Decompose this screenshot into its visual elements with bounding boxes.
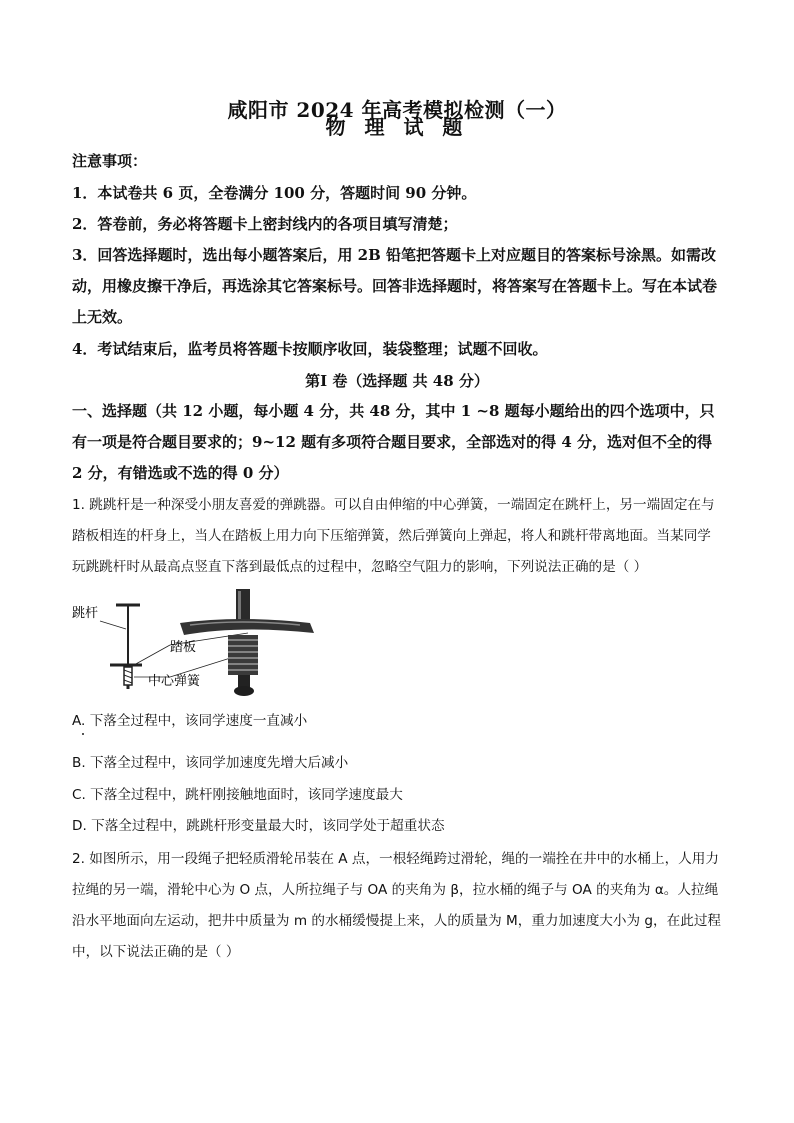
stray-mark — [82, 733, 84, 735]
question-1-stem: 1. 跳跳杆是一种深受小朋友喜爱的弹跳器。可以自由伸缩的中心弹簧，一端固定在跳杆上，另一端固定在与踏板相连的杆身上，当人在踏板上用力向下压缩弹簧，然后弹簧向上弹起，将人和跳杆带离地面。当某同学玩跳跳杆时从最高点竖直下落到最低点的过程中，忽略空气阻力的影响，下列说法正确的是（ ） — [72, 497, 715, 575]
section-title: 第Ⅰ 卷（选择题 共 48 分） — [305, 372, 489, 390]
part-heading: 一、选择题（共 12 小题，每小题 4 分，共 48 分，其中 1 ~8 题每小题给出的四个选项中，只有一项是符合题目要求的；9~12 题有多项符合题目要求，全部选对的得 4 分，选对但不全的得 2 分，有错选或不选的得 0 分） — [72, 402, 715, 482]
figure-label-pole: 跳杆 — [72, 606, 99, 621]
question-2-stem: 2. 如图所示，用一段绳子把轻质滑轮吊装在 A 点，一根轻绳跨过滑轮，绳的一端拴在井中的水桶上，人用力拉绳的另一端，滑轮中心为 O 点，人所拉绳子与 OA 的夹角为 β，拉水桶的绳子与 OA 的夹角为 α。人拉绳沿水平地面向左运动，把井中质量为 m 的水桶缓慢提上来，人的质量为 M，重力加速度大小为 g，在此过程中，以下说法正确的是（ ） — [72, 851, 722, 960]
question-1-option-b: B. 下落全过程中，该同学加速度先增大后减小 — [72, 755, 349, 771]
subject-title: 物 理 试 题 — [325, 115, 469, 139]
notice-item-1: 1．本试卷共 6 页，全卷满分 100 分，答题时间 90 分钟。 — [72, 184, 477, 202]
question-1-option-c: C. 下落全过程中，跳杆刚接触地面时，该同学速度最大 — [72, 787, 403, 803]
notice-item-3: 3．回答选择题时，选出每小题答案后，用 2B 铅笔把答题卡上对应题目的答案标号涂黑。如需改动，用橡皮擦干净后，再选涂其它答案标号。回答非选择题时，将答案写在答题卡上。写在本试卷上无效。 — [72, 246, 718, 326]
notice-heading: 注意事项： — [72, 152, 148, 170]
pogo-stick-icon — [110, 605, 142, 689]
question-1-option-d: D. 下落全过程中，跳跳杆形变量最大时，该同学处于超重状态 — [72, 818, 445, 834]
figure-label-pedal: 踏板 — [170, 640, 197, 655]
notice-item-4: 4．考试结束后，监考员将答题卡按顺序收回，装袋整理；试题不回收。 — [72, 340, 548, 358]
notice-item-2: 2．答卷前，务必将答题卡上密封线内的各项目填写清楚； — [72, 215, 458, 233]
question-1-option-a: A. 下落全过程中，该同学速度一直减小 — [72, 713, 308, 729]
pogo-stick-photo — [180, 589, 314, 696]
pogo-stick-figure — [70, 585, 330, 700]
exam-title: 咸阳市 2024 年高考模拟检测（一） — [227, 98, 567, 122]
figure-label-spring: 中心弹簧 — [148, 674, 201, 689]
